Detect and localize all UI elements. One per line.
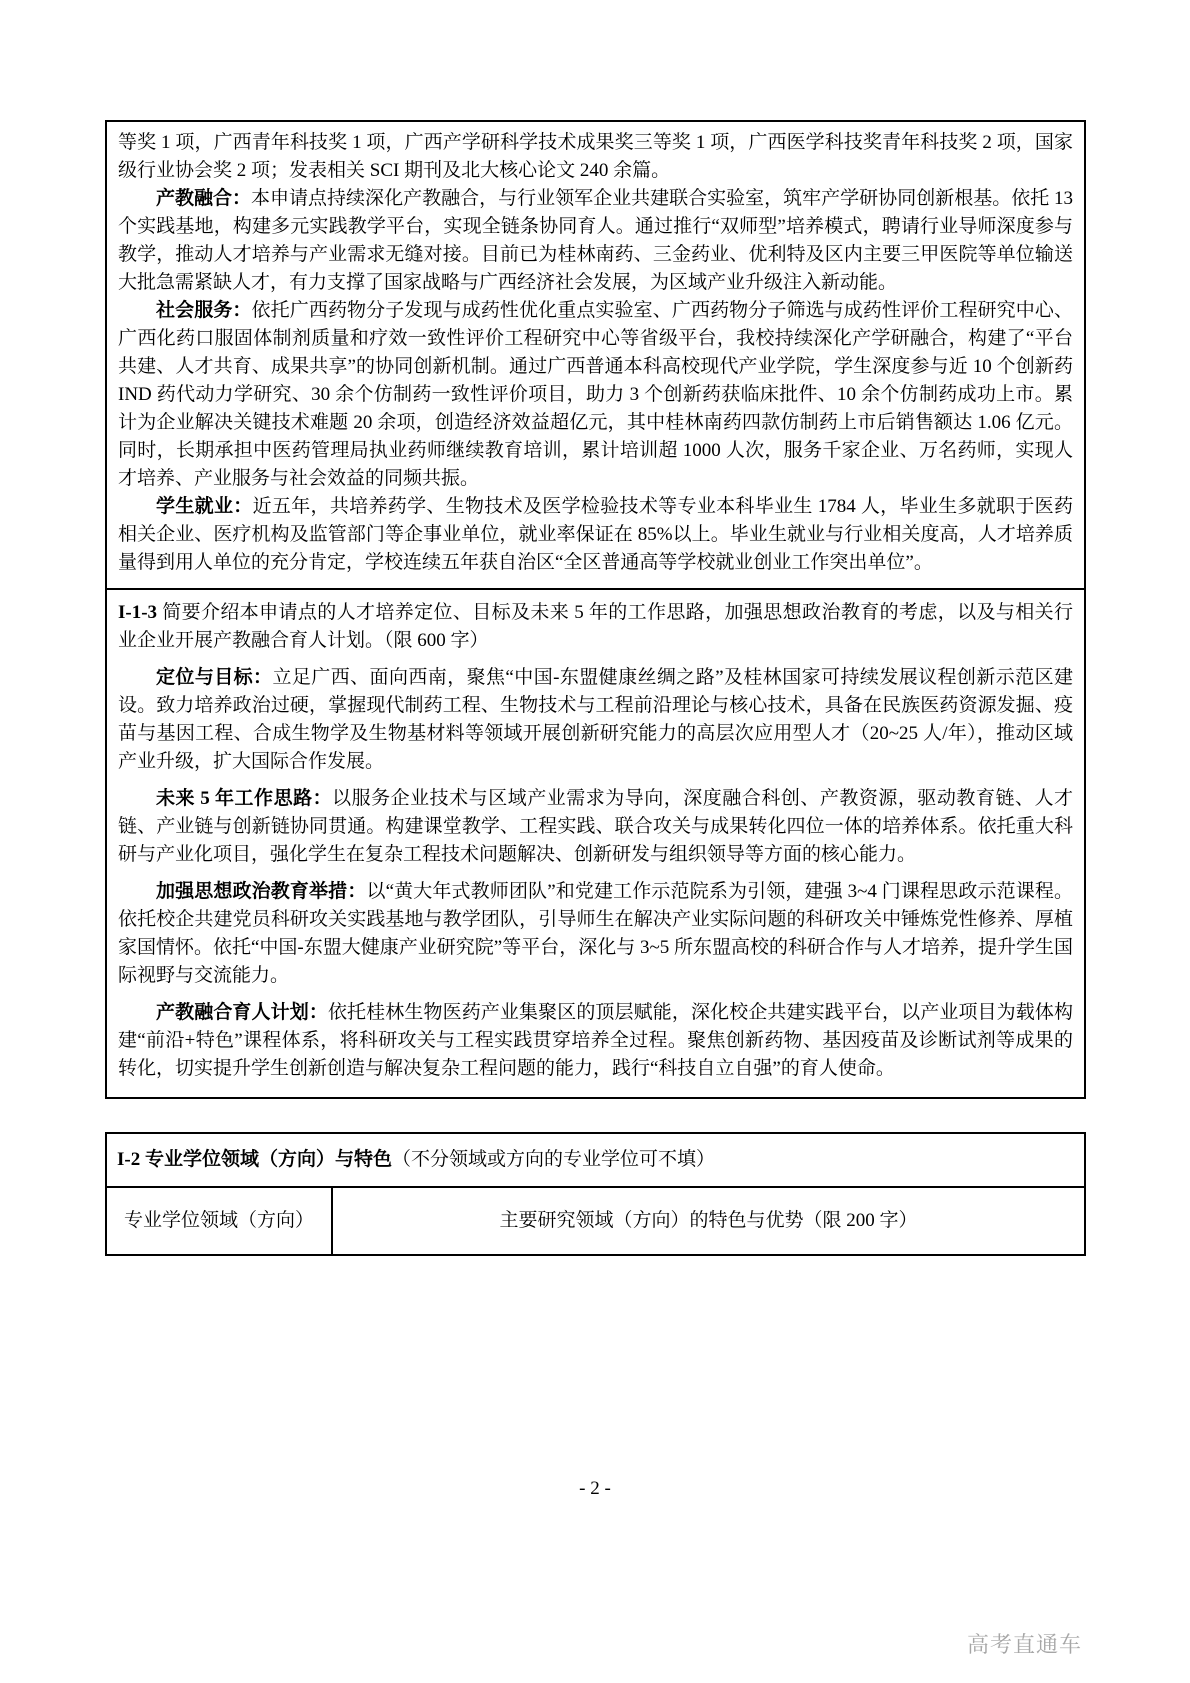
section-i2-columns-row xyxy=(107,1186,1084,1254)
paragraph-text: 以“黄大年式教师团队”和党建工作示范院系为引领，建强 3~4 门课程思政示范课程。依托校企共建党员科研攻关实践基地与教学团队，引导师生在解决产业实际问题的科研攻关中锤炼党性修养、厚植家国情怀。依托“中国-东盟大健康产业研究院”等平台，深化与 3~5 所东盟高校的科研合作与人才培养，提升学生国际视野与交流能力。 xyxy=(118,881,1073,986)
paragraph-text: 本申请点持续深化产教融合，与行业领军企业共建联合实验室，筑牢产学研协同创新根基。依托 13 个实践基地，构建多元实践教学平台，实现全链条协同育人。通过推行“双师型”培养模式，聘请行业导师深度参与教学，推动人才培养与产业需求无缝对接。目前已为桂林南药、三金药业、优利特及区内主要三甲医院等单位输送大批急需紧缺人才，有力支撑了国家战略与广西经济社会发展，为区域产业升级注入新动能。 xyxy=(118,188,1073,293)
paragraph-label: 学生就业： xyxy=(156,496,253,517)
column-header-degree-field xyxy=(107,1188,333,1254)
section-i2-heading-note: （不分领域或方向的专业学位可不填） xyxy=(391,1149,715,1170)
paragraph-text: 依托桂林生物医药产业集聚区的顶层赋能，深化校企共建实践平台，以产业项目为载体构建“前沿+特色”课程体系，将科研攻关与工程实践贯穿培养全过程。聚焦创新药物、基因疫苗及诊断试剂等成果的转化，切实提升学生创新创造与解决复杂工程问题的能力，践行“科技自立自强”的育人使命。 xyxy=(118,1002,1073,1079)
section-i2-table xyxy=(105,1132,1086,1256)
column-header-text: 主要研究领域（方向）的特色与优势（限 200 字） xyxy=(499,1210,918,1231)
paragraph-text: 依托广西药物分子发现与成药性优化重点实验室、广西药物分子筛选与成药性评价工程研究中心、广西化药口服固体制剂质量和疗效一致性评价工程研究中心等省级平台，我校持续深化产学研融合，构建了“平台共建、人才共育、成果共享”的协同创新机制。通过广西普通本科高校现代产业学院，学生深度参与近 10 个创新药 IND 药代动力学研究、30 余个仿制药一致性评价项目，助力 3 个创新药获临床批件、10 余个仿制药成功上市。累计为企业解决关键技术难题 20 余项，创造经济效益超亿元，其中桂林南药四款仿制药上市后销售额达 1.06 亿元。同时，长期承担中医药管理局执业药师继续教育培训，累计培训超 1000 人次，服务千家企业、万名药师，实现人才培养、产业服务与社会效益的同频共振。 xyxy=(118,300,1073,489)
paragraph-text: 以服务企业技术与区域产业需求为导向，深度融合科创、产教资源，驱动教育链、人才链、产业链与创新链协同贯通。构建课堂教学、工程实践、联合攻关与成果转化四位一体的培养体系。依托重大科研与产业化项目，强化学生在复杂工程技术问题解决、创新研发与组织领导等方面的核心能力。 xyxy=(118,788,1073,865)
section-i13-heading xyxy=(118,599,1073,655)
section-i13-heading-label: I-1-3 xyxy=(118,602,163,623)
paragraph-label: 社会服务： xyxy=(156,300,252,321)
paragraph-social-service xyxy=(118,297,1073,493)
paragraph-text: 近五年，共培养药学、生物技术及医学检验技术等专业本科毕业生 1784 人，毕业生多就职于医药相关企业、医疗机构及监管部门等企事业单位，就业率保证在 85%以上。毕业生就业与行业相关度高，人才培养质量得到用人单位的充分肯定，学校连续五年获自治区“全区普通高等学校就业创业工作突出单位”。 xyxy=(118,496,1073,573)
section-i11-continued-cell xyxy=(107,122,1084,588)
section-i2-heading-label: I-2 专业学位领域（方向）与特色 xyxy=(117,1149,392,1170)
paragraph-label: 定位与目标： xyxy=(156,667,273,688)
paragraph-label: 未来 5 年工作思路： xyxy=(156,788,333,809)
paragraph-industry-education-plan xyxy=(118,999,1073,1083)
column-header-text: 专业学位领域（方向） xyxy=(123,1210,314,1231)
paragraph-label: 加强思想政治教育举措： xyxy=(156,881,367,902)
column-header-research-features xyxy=(333,1188,1084,1254)
page-number: - 2 - xyxy=(579,1478,611,1499)
paragraph-five-year-plan xyxy=(118,785,1073,869)
paragraph-awards-continuation xyxy=(118,129,1073,185)
paragraph-ideological-political-education xyxy=(118,878,1073,990)
document-content xyxy=(105,120,1086,1256)
section-i2-heading xyxy=(107,1134,1084,1186)
paragraph-student-employment xyxy=(118,493,1073,577)
paragraph-text: 等奖 1 项，广西青年科技奖 1 项，广西产学研科学技术成果奖三等奖 1 项，广西医学科技奖青年科技奖 2 项，国家级行业协会奖 2 项；发表相关 SCI 期刊及北大核心论文 240 余篇。 xyxy=(118,132,1073,181)
watermark: 高考直通车 xyxy=(966,1632,1082,1657)
section-i13-heading-text: 简要介绍本申请点的人才培养定位、目标及未来 5 年的工作思路，加强思想政治教育的考虑，以及与相关行业企业开展产教融合育人计划。（限 600 字） xyxy=(118,602,1073,651)
section-i13-cell xyxy=(107,588,1084,1097)
paragraph-positioning-goals xyxy=(118,664,1073,776)
paragraph-industry-education-integration xyxy=(118,185,1073,297)
paragraph-label: 产教融合： xyxy=(156,188,252,209)
section-i1-table xyxy=(105,120,1086,1099)
paragraph-label: 产教融合育人计划： xyxy=(156,1002,328,1023)
paragraph-text: 立足广西、面向西南，聚焦“中国-东盟健康丝绸之路”及桂林国家可持续发展议程创新示范区建设。致力培养政治过硬，掌握现代制药工程、生物技术与工程前沿理论与核心技术，具备在民族医药资源发掘、疫苗与基因工程、合成生物学及生物基材料等领域开展创新研究能力的高层次应用型人才（20~25 人/年），推动区域产业升级，扩大国际合作发展。 xyxy=(118,667,1073,772)
